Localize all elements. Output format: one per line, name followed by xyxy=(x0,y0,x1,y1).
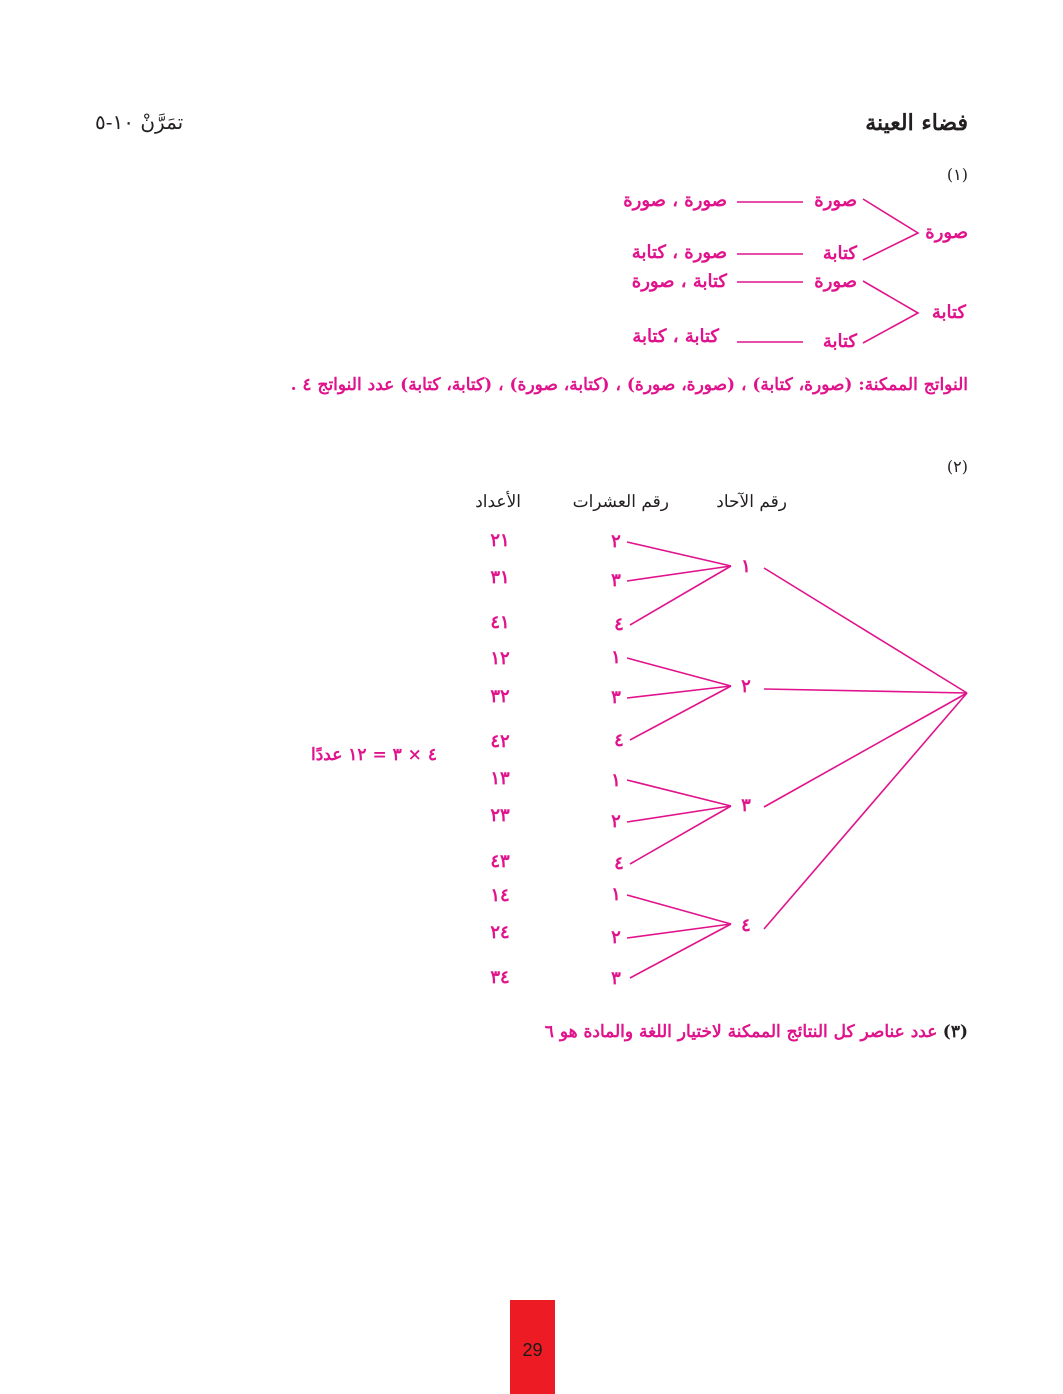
first-level-writing: كتابة xyxy=(931,302,966,323)
tens-digit: ٣ xyxy=(611,687,621,708)
second-level-3: صورة xyxy=(814,271,857,292)
part3-text: عدد عناصر كل النتائج الممكنة لاختيار اللغة والمادة هو ٦ xyxy=(544,1022,938,1042)
count-result: ٤ × ٣ = ١٢ عددًا xyxy=(310,745,437,765)
number-item: ٢٣ xyxy=(490,805,510,826)
part3-line xyxy=(545,1022,968,1042)
tens-digit: ١ xyxy=(611,647,621,668)
second-level-1: صورة xyxy=(814,190,857,211)
tens-digit: ٣ xyxy=(611,570,621,591)
exercise-label: تمَرَّنْ ١٠-٥ xyxy=(95,110,184,134)
ones-digit-1: ١ xyxy=(741,556,751,577)
outcome-4: كتابة ، كتابة xyxy=(632,326,719,347)
tens-digit: ١ xyxy=(611,770,621,791)
page-number-box xyxy=(510,1300,555,1394)
part3-label: (٣) xyxy=(942,1022,968,1042)
tens-digit: ٢ xyxy=(611,927,621,948)
number-item: ١٢ xyxy=(490,648,510,669)
root-to-3 xyxy=(764,693,967,807)
root-to-2 xyxy=(764,689,967,693)
number-item: ٤١ xyxy=(490,612,510,633)
outcome-3: كتابة ، صورة xyxy=(631,271,727,292)
tens-digit: ٤ xyxy=(614,730,624,751)
root-to-1 xyxy=(764,568,967,693)
part2-label: (٢) xyxy=(946,457,968,476)
outcomes-summary: النواتج الممكنة: (صورة، كتابة) ، (صورة، صورة) ، (كتابة، صورة) ، (كتابة، كتابة) عدد النواتج ٤ . xyxy=(290,375,968,395)
root-to-4 xyxy=(764,693,967,929)
number-item: ٤٣ xyxy=(490,851,510,872)
second-level-4: كتابة xyxy=(822,331,857,352)
first-level-picture: صورة xyxy=(925,222,968,243)
header-ones: رقم الآحاد xyxy=(716,492,787,512)
second-level-2: كتابة xyxy=(822,243,857,264)
tens-digit: ٢ xyxy=(611,531,621,552)
tens-digit: ٢ xyxy=(611,811,621,832)
part1-label: (١) xyxy=(946,165,968,184)
number-item: ٤٢ xyxy=(490,731,510,752)
tens-digit: ٤ xyxy=(614,853,624,874)
number-item: ١٤ xyxy=(490,885,510,906)
number-item: ١٣ xyxy=(490,768,510,789)
tens-digit: ٣ xyxy=(611,968,621,989)
number-item: ٢١ xyxy=(490,530,510,551)
ones-digit-3: ٣ xyxy=(741,795,751,816)
header-tens: رقم العشرات xyxy=(572,492,669,512)
number-item: ٣١ xyxy=(490,567,510,588)
number-item: ٣٤ xyxy=(490,967,510,988)
ones-digit-4: ٤ xyxy=(741,915,751,936)
tens-digit: ٤ xyxy=(614,614,624,635)
outcome-2: صورة ، كتابة xyxy=(631,242,727,263)
number-item: ٢٤ xyxy=(490,922,510,943)
number-item: ٣٢ xyxy=(490,686,510,707)
section-title: فضاء العينة xyxy=(865,110,968,136)
page-number: 29 xyxy=(522,1340,543,1360)
outcome-1: صورة ، صورة xyxy=(623,190,727,211)
tens-digit: ١ xyxy=(611,884,621,905)
header-numbers: الأعداد xyxy=(475,492,521,512)
ones-digit-2: ٢ xyxy=(741,676,751,697)
